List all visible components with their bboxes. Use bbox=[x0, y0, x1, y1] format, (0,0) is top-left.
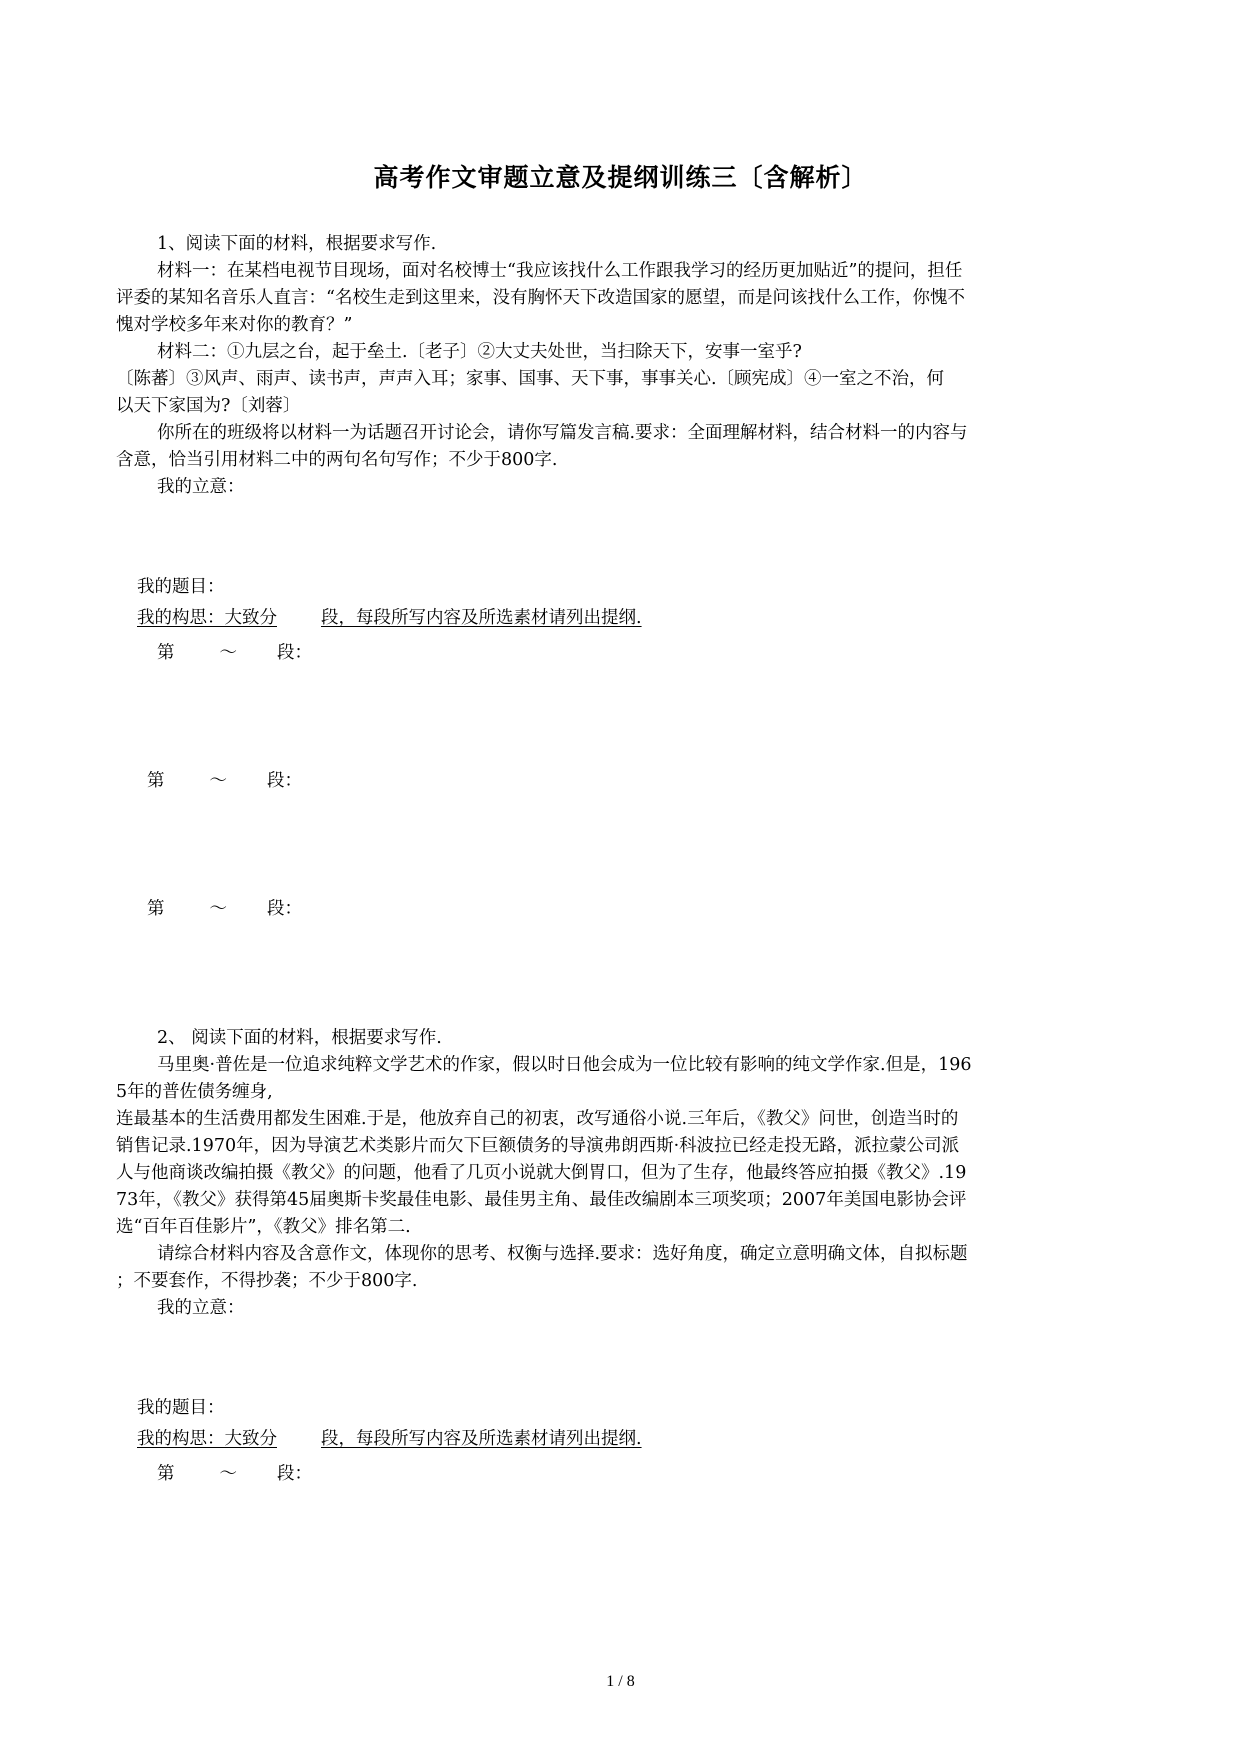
q1-segment-2: 第 ～ 段： bbox=[147, 771, 302, 791]
q1-segment-3: 第 ～ 段： bbox=[147, 899, 302, 919]
q1-material2-line3: 以天下家国为?〔刘蓉〕 bbox=[116, 396, 301, 416]
q2-requirement-line1: 请综合材料内容及含意作文，体现你的思考、权衡与选择.要求：选好角度，确定立意明确文体，自拟标题 bbox=[157, 1244, 968, 1264]
q2-passage-line2: 5年的普佐债务缠身, bbox=[116, 1082, 273, 1102]
q1-prompt: 1、阅读下面的材料，根据要求写作. bbox=[157, 234, 437, 254]
q1-segment-1: 第 ～ 段： bbox=[157, 643, 312, 663]
q1-material2-line1: 材料二：①九层之台，起于垒土.〔老子〕②大丈夫处世，当扫除天下，安事一室乎? bbox=[157, 342, 802, 362]
q1-outline-instruction bbox=[116, 605, 642, 631]
q2-outline-part-b: 段，每段所写内容及所选素材请列出提纲. bbox=[321, 1429, 642, 1449]
q2-idea-label: 我的立意： bbox=[157, 1298, 245, 1318]
page-title: 高考作文审题立意及提纲训练三〔含解析〕 bbox=[373, 163, 868, 192]
q1-outline-part-b: 段，每段所写内容及所选素材请列出提纲. bbox=[321, 608, 642, 628]
q1-material1-line2: 评委的某知名音乐人直言：“名校生走到这里来，没有胸怀天下改造国家的愿望，而是问该找什么工作，你愧不 bbox=[116, 288, 965, 308]
q2-prompt: 2、 阅读下面的材料，根据要求写作. bbox=[157, 1028, 442, 1048]
q2-outline-instruction bbox=[116, 1426, 642, 1452]
q2-requirement-line2: ；不要套作，不得抄袭；不少于800字. bbox=[116, 1271, 418, 1291]
page-number: 1 / 8 bbox=[606, 1673, 635, 1690]
q1-idea-label: 我的立意： bbox=[157, 477, 245, 497]
q2-passage-line1: 马里奥·普佐是一位追求纯粹文学艺术的作家，假以时日他会成为一位比较有影响的纯文学作家.但是，196 bbox=[157, 1055, 972, 1075]
q2-passage-line4: 销售记录.1970年，因为导演艺术类影片而欠下巨额债务的导演弗朗西斯·科波拉已经走投无路，派拉蒙公司派 bbox=[116, 1136, 960, 1156]
q2-passage-line3: 连最基本的生活费用都发生困难.于是，他放弃自己的初衷，改写通俗小说.三年后，《教父》问世，创造当时的 bbox=[116, 1109, 959, 1129]
q1-material1-line3: 愧对学校多年来对你的教育？” bbox=[116, 315, 353, 335]
q2-outline-part-a: 我的构思：大致分 bbox=[137, 1429, 277, 1449]
q1-material2-line2: 〔陈蕃〕③风声、雨声、读书声，声声入耳；家事、国事、天下事，事事关心.〔顾宪成〕④一室之不治，何 bbox=[116, 369, 945, 389]
q2-passage-line7: 选“百年百佳影片”，《教父》排名第二. bbox=[116, 1217, 411, 1237]
q1-requirement-line1: 你所在的班级将以材料一为话题召开讨论会，请你写篇发言稿.要求：全面理解材料，结合材料一的内容与 bbox=[157, 423, 968, 443]
q2-segment-1: 第 ～ 段： bbox=[157, 1464, 312, 1484]
q2-passage-line6: 73年，《教父》获得第45届奥斯卡奖最佳电影、最佳男主角、最佳改编剧本三项奖项；2007年美国电影协会评 bbox=[116, 1190, 967, 1210]
q1-outline-part-a: 我的构思：大致分 bbox=[137, 608, 277, 628]
q1-material1-line1: 材料一：在某档电视节目现场，面对名校博士“我应该找什么工作跟我学习的经历更加贴近”的提问，担任 bbox=[157, 261, 963, 281]
q1-topic-label: 我的题目： bbox=[137, 577, 225, 597]
q1-requirement-line2: 含意，恰当引用材料二中的两句名句写作；不少于800字. bbox=[116, 450, 558, 470]
q2-topic-label: 我的题目： bbox=[137, 1398, 225, 1418]
q2-passage-line5: 人与他商谈改编拍摄《教父》的问题，他看了几页小说就大倒胃口，但为了生存，他最终答应拍摄《教父》.19 bbox=[116, 1163, 967, 1183]
